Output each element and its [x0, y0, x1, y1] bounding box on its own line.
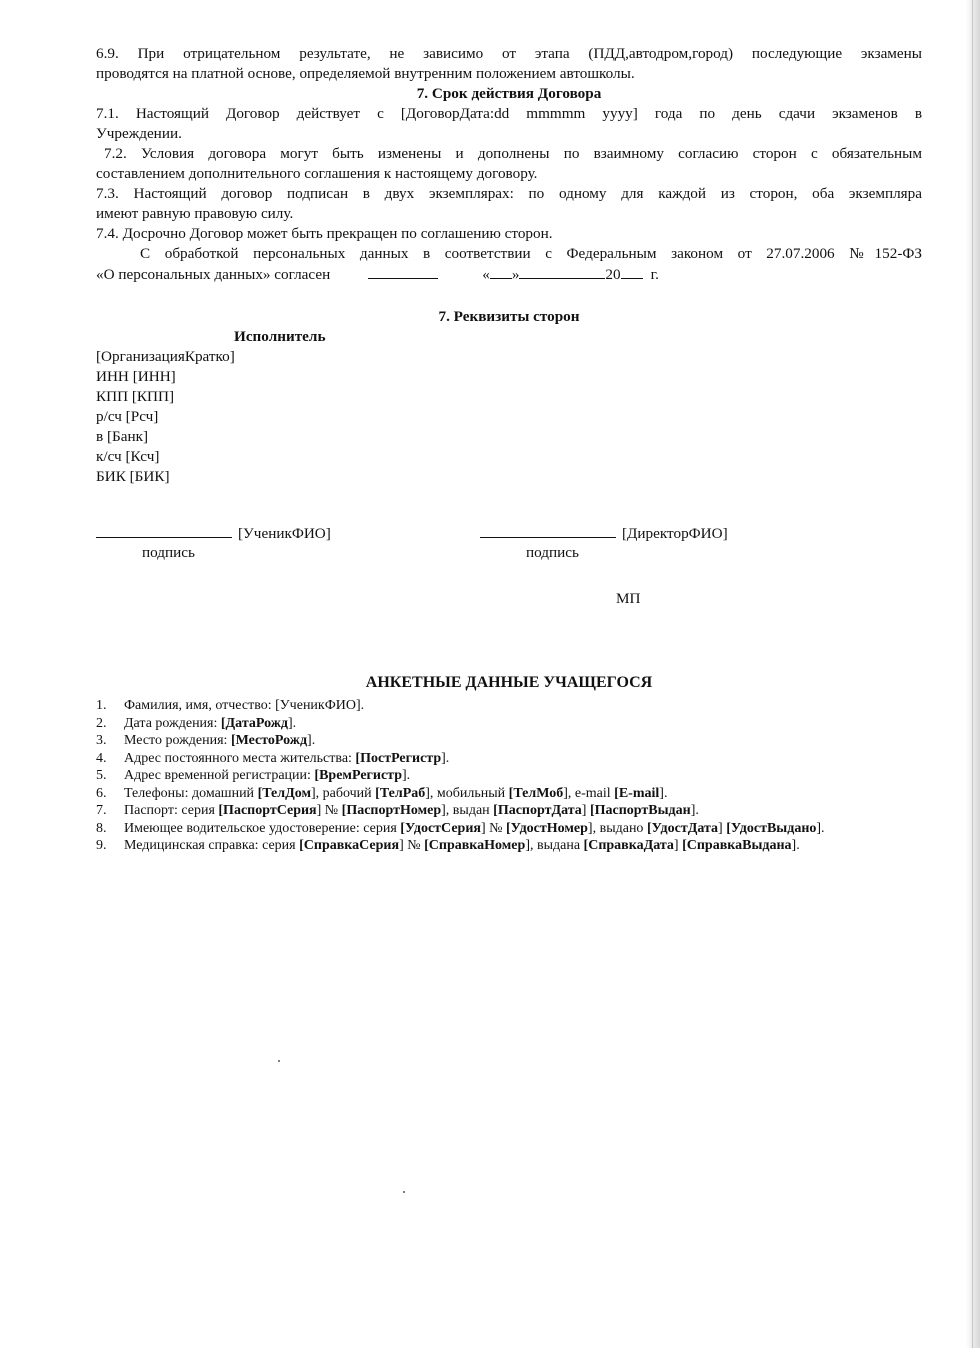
document-page — [96, 44, 922, 855]
director-signature-caption: подпись — [526, 544, 579, 561]
stamp-place: МП — [616, 590, 641, 607]
anketa-item-number: 4. — [96, 750, 107, 766]
director-signature-line — [480, 523, 616, 538]
director-name: [ДиректорФИО] — [622, 525, 728, 542]
requisite-line: к/сч [Ксч] — [96, 448, 160, 465]
student-name: [УченикФИО] — [238, 525, 331, 542]
anketa-text-segment: Дата рождения: — [124, 715, 221, 731]
student-signature — [96, 523, 331, 561]
anketa-text-segment: Фамилия, имя, отчество: [УченикФИО]. — [124, 698, 365, 713]
anketa-text-segment: ]. — [659, 785, 668, 801]
consent-signature-blank — [368, 264, 438, 279]
anketa-field-placeholder: [ПаспортВыдан — [589, 803, 691, 818]
anketa-text-segment: ], выдан — [441, 803, 494, 818]
anketa-text-segment: Паспорт: серия — [124, 803, 219, 818]
anketa-text-segment: ] — [673, 838, 683, 853]
anketa-field-placeholder: [ПаспортДата — [493, 803, 582, 818]
anketa-text-segment: ] № — [480, 820, 506, 836]
anketa-item-text — [124, 767, 922, 785]
requisite-line: [ОрганизацияКратко] — [96, 348, 235, 365]
anketa-text-segment: ] — [718, 820, 727, 836]
anketa-text-segment: ], выдано — [587, 820, 647, 836]
anketa-text-segment: ]. — [690, 803, 699, 818]
consent-text: «О персональных данных» согласен — [96, 266, 331, 283]
anketa-text-segment: ]. — [791, 838, 800, 853]
anketa-list — [96, 697, 922, 855]
anketa-text-segment: ]. — [816, 820, 825, 836]
anketa-text-segment: ]. — [402, 768, 411, 783]
anketa-text-segment: Имеющее водительское удостоверение: серия — [124, 820, 401, 836]
anketa-text-segment: ]. — [307, 733, 316, 748]
anketa-item — [96, 837, 922, 855]
scan-speck — [278, 1060, 280, 1062]
anketa-item-number: 5. — [96, 768, 107, 783]
clause-6-9-line2: проводятся на платной основе, определяемой внутренним положением автошколы. — [96, 65, 635, 82]
anketa-field-placeholder: [УдостДата — [646, 820, 719, 836]
anketa-item-number: 3. — [96, 733, 107, 748]
clause-7-4: 7.4. Досрочно Договор может быть прекращен по соглашению сторон. — [96, 225, 553, 242]
signature-row — [96, 523, 922, 563]
anketa-field-placeholder: [СправкаВыдана — [682, 838, 792, 853]
anketa-text-segment: Адрес временной регистрации: — [124, 768, 315, 783]
anketa-text-segment: ], e-mail — [563, 785, 615, 801]
anketa-item — [96, 820, 922, 838]
anketa-field-placeholder: [СправкаСерия — [299, 838, 400, 853]
anketa-text-segment: ], рабочий — [311, 785, 376, 801]
anketa-field-placeholder: [E-mail — [614, 785, 660, 801]
anketa-item-text — [124, 837, 922, 855]
anketa-text-segment: ]. — [441, 750, 450, 766]
anketa-item-text — [124, 820, 922, 838]
anketa-title: АНКЕТНЫЕ ДАННЫЕ УЧАЩЕГОСЯ — [365, 674, 653, 691]
clause-7-3-line2: имеют равную правовую силу. — [96, 205, 294, 222]
anketa-field-placeholder: [СправкаНомер — [424, 838, 526, 853]
consent-line2 — [96, 264, 922, 285]
anketa-field-placeholder: [ДатаРожд — [220, 715, 288, 731]
anketa-field-placeholder: [ПаспортСерия — [218, 803, 317, 818]
anketa-item-number: 8. — [96, 820, 107, 836]
anketa-item-number: 2. — [96, 715, 107, 731]
anketa-field-placeholder: [ТелДом — [257, 785, 311, 801]
anketa-text-segment: Адрес постоянного места жительства: — [124, 750, 356, 766]
anketa-text-segment: ]. — [287, 715, 297, 731]
consent-day-blank — [490, 264, 512, 279]
clause-7-1-line1: 7.1. Настоящий Договор действует с [ДоговорДата:dd mmmmm yyyy] года по день сдачи экзаменов в — [96, 105, 922, 122]
anketa-item-text — [124, 750, 922, 768]
anketa-text-segment: ] — [581, 803, 590, 818]
anketa-text-segment: ], выдана — [525, 838, 584, 853]
consent-year-suffix: г. — [650, 266, 659, 283]
requisites-heading: 7. Реквизиты сторон — [438, 308, 580, 325]
anketa-item-text — [124, 785, 922, 803]
scan-page-edge — [966, 0, 980, 1348]
consent-month-blank — [519, 264, 605, 279]
anketa-item — [96, 802, 922, 820]
anketa-item-number: 6. — [96, 785, 107, 801]
anketa-item — [96, 750, 922, 768]
director-signature — [480, 523, 728, 561]
anketa-field-placeholder: [ПостРегистр — [355, 750, 442, 766]
executor-title: Исполнитель — [234, 328, 326, 345]
requisite-line: БИК [БИК] — [96, 468, 170, 485]
anketa-text-segment: Место рождения: — [124, 733, 231, 748]
scan-speck — [403, 1191, 405, 1193]
requisite-line: в [Банк] — [96, 428, 149, 445]
anketa-text-segment: ] № — [399, 838, 425, 853]
anketa-text-segment: ] № — [316, 803, 342, 818]
consent-quote-close: » — [511, 266, 520, 283]
anketa-field-placeholder: [МестоРожд — [230, 733, 308, 748]
anketa-item — [96, 715, 922, 733]
anketa-item — [96, 785, 922, 803]
anketa-text-segment: Медицинская справка: серия — [124, 838, 300, 853]
anketa-item-number: 1. — [96, 698, 107, 713]
anketa-item-text — [124, 802, 922, 820]
requisite-line: р/сч [Рсч] — [96, 408, 159, 425]
consent-year-blank — [621, 264, 643, 279]
clause-7-2-line1: 7.2. Условия договора могут быть изменены и дополнены по взаимному согласию сторон с обязательным — [104, 145, 922, 162]
clause-6-9-line1: 6.9. При отрицательном результате, не зависимо от этапа (ПДД,автодром,город) последующие экзамены — [96, 45, 922, 62]
anketa-text-segment: ], мобильный — [425, 785, 509, 801]
anketa-field-placeholder: [ТелМоб — [508, 785, 564, 801]
anketa-field-placeholder: [УдостСерия — [400, 820, 481, 836]
anketa-item-number: 7. — [96, 803, 107, 818]
anketa-item-text — [124, 697, 922, 715]
student-signature-line — [96, 523, 232, 538]
anketa-item-text — [124, 732, 922, 750]
requisite-line: КПП [КПП] — [96, 388, 175, 405]
anketa-field-placeholder: [ТелРаб — [375, 785, 426, 801]
section-7-heading: 7. Срок действия Договора — [416, 85, 602, 102]
anketa-field-placeholder: [УдостНомер — [506, 820, 588, 836]
anketa-item-text — [124, 715, 922, 733]
clause-7-3-line1: 7.3. Настоящий договор подписан в двух экземплярах: по одному для каждой из сторон, оба экземпляра — [96, 185, 922, 202]
clause-7-2-line2: составлением дополнительного соглашения к настоящему договору. — [96, 165, 538, 182]
anketa-field-placeholder: [ПаспортНомер — [341, 803, 442, 818]
anketa-field-placeholder: [ВремРегистр — [314, 768, 403, 783]
anketa-field-placeholder: [УдостВыдано — [726, 820, 817, 836]
consent-quote-open: « — [482, 266, 490, 283]
anketa-item-number: 9. — [96, 838, 107, 853]
anketa-text-segment: Телефоны: домашний — [124, 785, 258, 801]
anketa-item — [96, 732, 922, 750]
requisite-line: ИНН [ИНН] — [96, 368, 176, 385]
clause-7-1-line2: Учреждении. — [96, 125, 182, 142]
consent-line1: С обработкой персональных данных в соответствии с Федеральным законом от 27.07.2006 №152-ФЗ — [140, 245, 922, 262]
anketa-item — [96, 697, 922, 715]
student-signature-caption: подпись — [142, 544, 195, 561]
anketa-item — [96, 767, 922, 785]
executor-requisites — [96, 347, 922, 487]
consent-year-prefix: 20 — [605, 266, 621, 283]
anketa-field-placeholder: [СправкаДата — [583, 838, 674, 853]
